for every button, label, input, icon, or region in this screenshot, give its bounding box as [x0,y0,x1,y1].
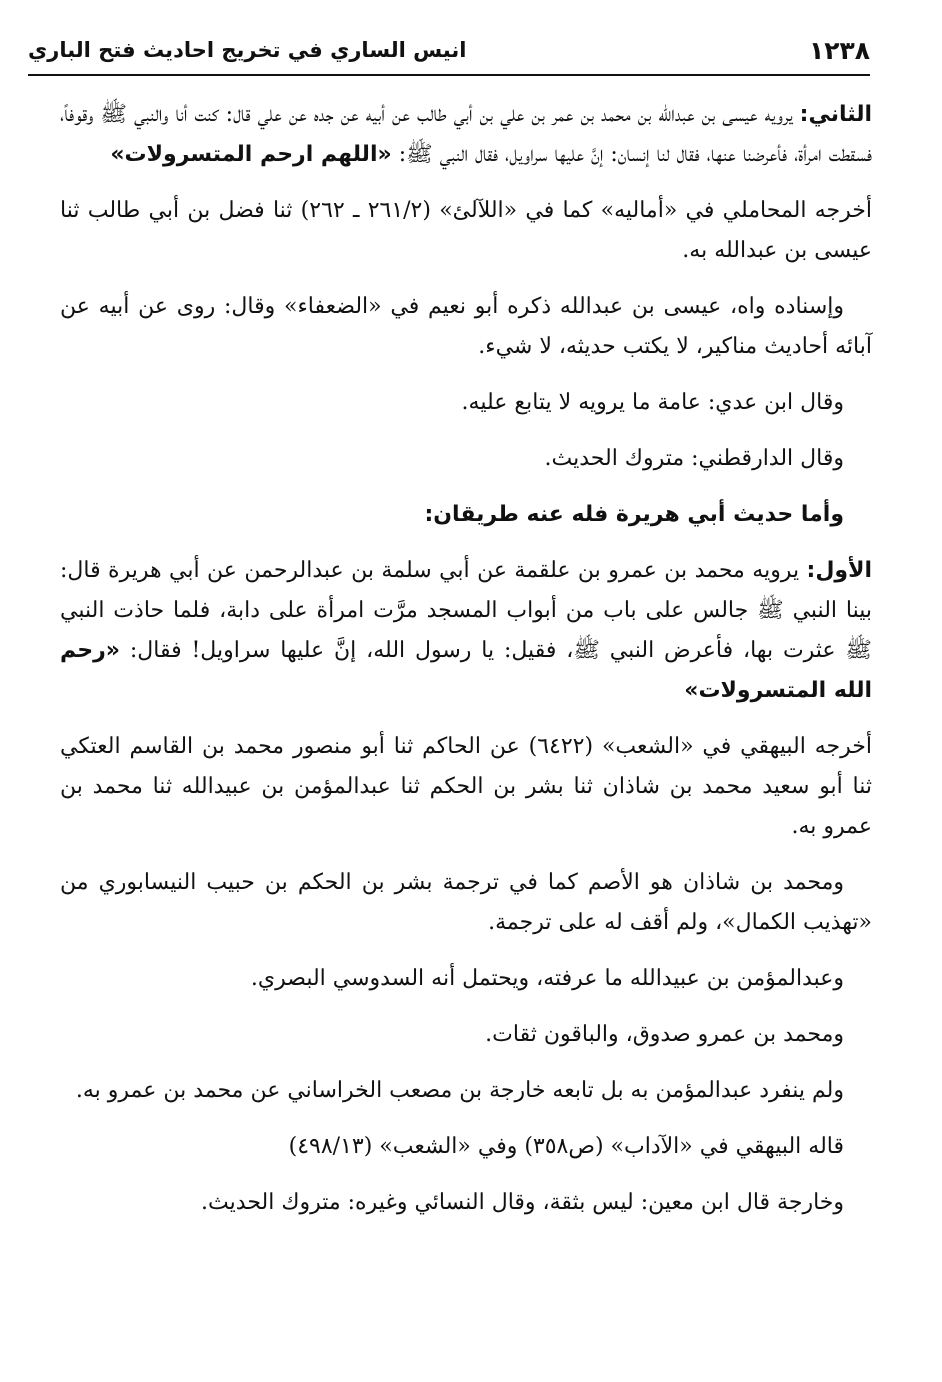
route-label: الثاني: [799,102,872,127]
paragraph-second-route [60,95,872,175]
route-label: الأول: [806,558,872,583]
page-header [28,34,870,76]
paragraph-ibn-adi: وقال ابن عدي: عامة ما يرويه لا يتابع عليه. [461,390,844,415]
paragraph-mutabaa: ولم ينفرد عبدالمؤمن به بل تابعه خارجة بن مصعب الخراساني عن محمد بن عمرو به. [75,1078,844,1103]
page-number: ١٢٣٨ [808,36,870,65]
paragraph-text: يرويه عيسى بن عبدالله بن محمد بن عمر بن علي بن أبي طالب عن أبيه عن جده عن علي قال: كنت أنا والنبي ﷺ وقوفاً، فسقطت امرأة، فأعرضنا عنها، فقال لنا إنسان: إنَّ عليها سراويل، فقال النبي ﷺ: [60,102,872,167]
paragraph-takhrij-bayhaqi: أخرجه البيهقي في «الشعب» (٦٤٢٢) عن الحاكم ثنا أبو منصور محمد بن القاسم العتكي ثنا أبو سعيد محمد بن شاذان ثنا بشر بن الحكم ثنا عبدالمؤمن بن عبيدالله ثنا محمد بن عمرو به. [60,734,873,839]
section-heading-abu-hurayra: وأما حديث أبي هريرة فله عنه طريقان: [424,502,844,527]
paragraph-bayhaqi-adab: قاله البيهقي في «الآداب» (ص٣٥٨) وفي «الشعب» (٤٩٨/١٣) [288,1134,844,1159]
paragraph-ibn-shadhan: ومحمد بن شاذان هو الأصم كما في ترجمة بشر بن الحكم بن حبيب النيسابوري من «تهذيب الكمال»، ولم أقف له على ترجمة. [60,870,872,935]
page-body [60,95,872,1239]
paragraph-daraqutni: وقال الدارقطني: متروك الحديث. [544,446,844,471]
paragraph-isnad-grading: وإسناده واه، عيسى بن عبدالله ذكره أبو نعيم في «الضعفاء» وقال: روى عن أبيه عن آبائه أحاديث مناكير، لا يكتب حديثه، لا شيء. [60,294,872,359]
hadith-quote: «رحم الله المتسرولات» [60,638,872,703]
paragraph-first-route [60,551,872,711]
hadith-quote: «اللهم ارحم المتسرولات» [110,142,392,167]
paragraph-takhrij-mahamili: أخرجه المحاملي في «أماليه» كما في «اللآلئ» (٢٦١/٢ ـ ٢٦٢) ثنا فضل بن أبي طالب ثنا عيسى بن عبدالله به. [60,198,872,263]
paragraph-abdulmumin: وعبدالمؤمن بن عبيدالله ما عرفته، ويحتمل أنه السدوسي البصري. [250,966,844,991]
paragraph-muhammad-ibn-amr: ومحمد بن عمرو صدوق، والباقون ثقات. [485,1022,844,1047]
paragraph-kharija: وخارجة قال ابن معين: ليس بثقة، وقال النسائي وغيره: متروك الحديث. [201,1190,844,1215]
paragraph-text: يرويه محمد بن عمرو بن علقمة عن أبي سلمة بن عبدالرحمن عن أبي هريرة قال: بينا النبي ﷺ جالس على باب من أبواب المسجد مرَّت امرأة على دابة، فلما حاذت النبي ﷺ عثرت بها، فأعرض النبي ﷺ، فقيل: يا رسول الله، إنَّ عليها سراويل! فقال: [60,558,872,663]
running-title: انيس الساري في تخريج احاديث فتح الباري [28,38,467,62]
